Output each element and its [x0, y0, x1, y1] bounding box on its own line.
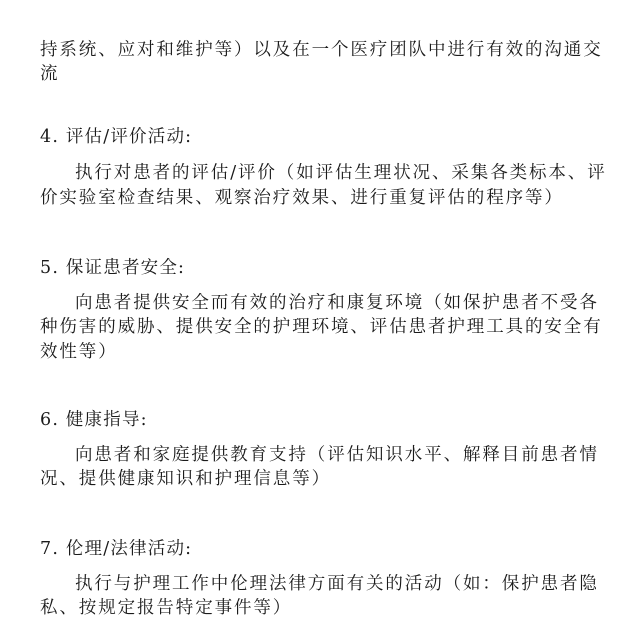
section-heading: 5. 保证患者安全:	[40, 258, 186, 278]
section-body-line: 效性等）	[40, 342, 118, 362]
section-body-line: 况、提供健康知识和护理信息等）	[40, 469, 331, 489]
section-body-line: 向患者和家庭提供教育支持（评估知识水平、解释目前患者情	[75, 445, 599, 465]
section-heading: 6. 健康指导:	[40, 410, 148, 430]
section-body-line: 私、按规定报告特定事件等）	[40, 598, 293, 618]
section-body-line: 执行与护理工作中伦理法律方面有关的活动（如：保护患者隐	[75, 574, 599, 594]
section-body-line: 价实验室检查结果、观察治疗效果、进行重复评估的程序等）	[40, 188, 564, 208]
section-body-line: 执行对患者的评估/评价（如评估生理状况、采集各类标本、评	[75, 163, 607, 183]
intro-line: 流	[40, 64, 60, 84]
section-body-line: 向患者提供安全而有效的治疗和康复环境（如保护患者不受各	[75, 293, 599, 313]
intro-line: 持系统、应对和维护等）以及在一个医疗团队中进行有效的沟通交	[40, 40, 603, 60]
section-body-line: 种伤害的威胁、提供安全的护理环境、评估患者护理工具的安全有	[40, 317, 603, 337]
section-heading: 4. 评估/评价活动:	[40, 127, 193, 147]
section-heading: 7. 伦理/法律活动:	[40, 539, 193, 559]
